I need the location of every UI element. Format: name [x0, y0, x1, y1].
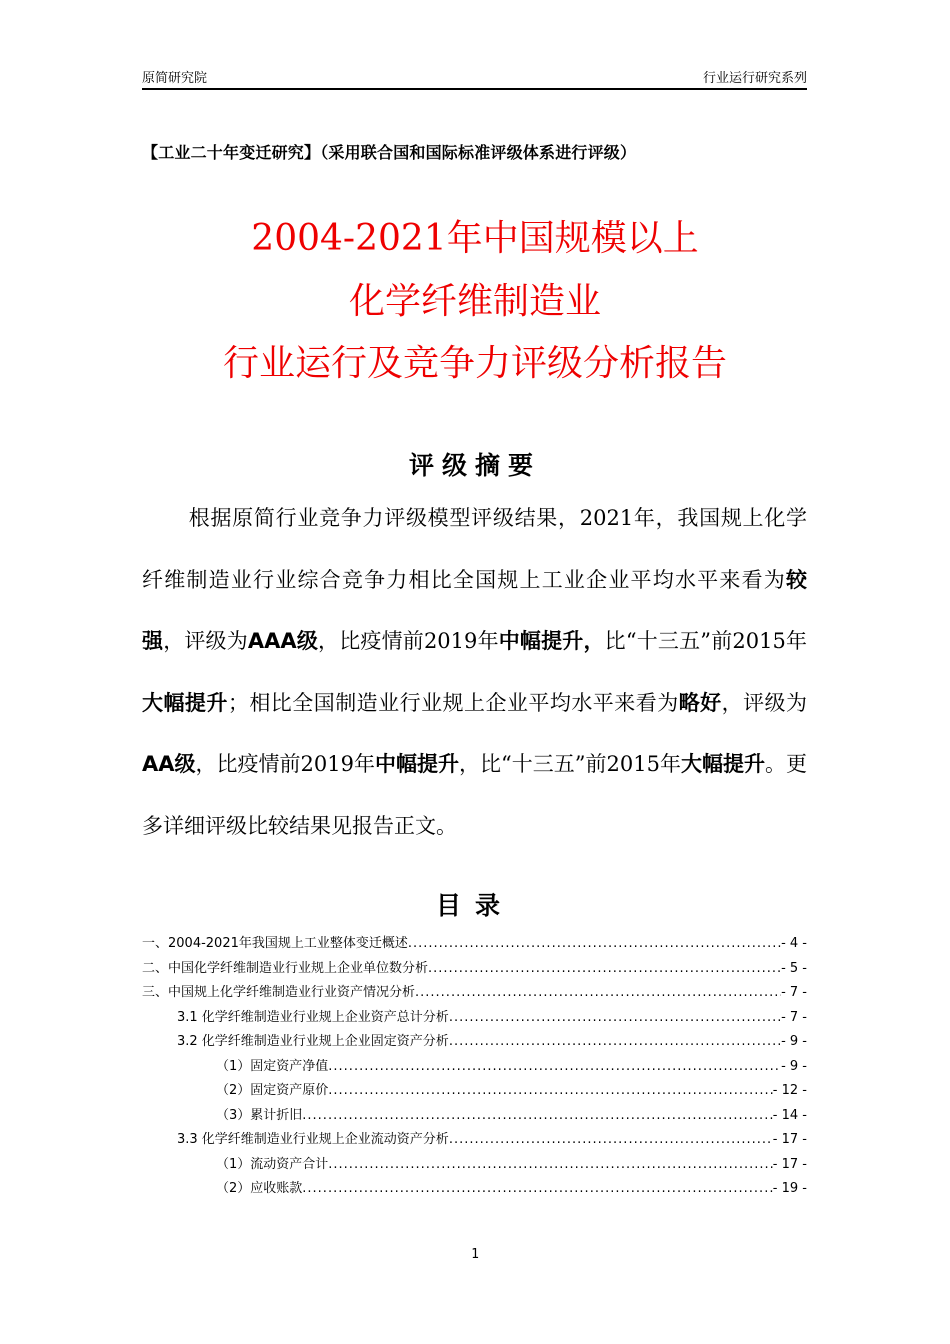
toc-item-label: （3）累计折旧	[216, 1107, 303, 1123]
toc-item[interactable]	[142, 1104, 807, 1129]
toc-item-page: - 17 -	[772, 1156, 807, 1172]
summary-segment: ，评级为	[721, 690, 808, 715]
header-series: 行业运行研究系列	[702, 71, 807, 86]
toc-leader-dots	[302, 1177, 773, 1202]
summary-segment: ；相比全国制造业行业规上企业平均水平来看为	[227, 690, 679, 715]
toc-item-label: 3.3 化学纤维制造业行业规上企业流动资产分析	[177, 1132, 449, 1147]
report-title-line-3: 行业运行及竞争力评级分析报告	[222, 343, 727, 384]
summary-paragraph	[142, 488, 807, 857]
toc-item[interactable]	[142, 1177, 807, 1202]
toc-item-page: - 9 -	[781, 1058, 807, 1074]
toc-item-page: - 19 -	[772, 1181, 807, 1196]
toc-item-label: （2）固定资产原价	[216, 1083, 329, 1098]
summary-emphasis: 较强	[142, 567, 807, 653]
toc-leader-dots	[328, 1153, 773, 1178]
header-publisher: 原简研究院	[142, 71, 208, 86]
toc-item-label: （1）固定资产净值	[216, 1058, 329, 1074]
report-title-line-2: 化学纤维制造业	[348, 281, 601, 322]
toc-item-page: - 14 -	[772, 1107, 807, 1123]
summary-emphasis: AAA级	[247, 629, 319, 653]
toc-leader-dots	[328, 1055, 781, 1080]
toc-item-label: 三、中国规上化学纤维制造业行业资产情况分析	[142, 985, 416, 1000]
toc-item-page: - 7 -	[781, 1009, 807, 1025]
summary-emphasis: 中幅提升，	[498, 629, 605, 653]
toc-leader-dots	[415, 981, 781, 1006]
summary-segment: 根据原简行业竞争力评级模型评级结果，2021年，我国规上化学纤维制造业行业综合竞争力相比全国规上工业企业平均水平来看为	[142, 506, 807, 592]
toc-item[interactable]	[142, 1079, 807, 1104]
toc-leader-dots	[449, 1128, 773, 1153]
table-of-contents	[142, 932, 807, 1202]
toc-item-page: - 7 -	[781, 985, 807, 1000]
toc-item[interactable]	[142, 957, 807, 982]
summary-segment: 比“十三五”前2015年	[604, 629, 808, 653]
summary-segment: ，比疫情前2019年	[318, 629, 499, 653]
toc-item-label: 一、2004-2021年我国规上工业整体变迁概述	[142, 936, 408, 951]
page-number: 1	[471, 1247, 479, 1262]
summary-heading: 评级摘要	[408, 451, 541, 480]
toc-item[interactable]	[142, 932, 807, 957]
page-header	[142, 66, 807, 90]
toc-item[interactable]	[142, 981, 807, 1006]
toc-item[interactable]	[142, 1055, 807, 1080]
toc-leader-dots	[328, 1079, 773, 1104]
summary-emphasis: 中幅提升	[375, 752, 460, 776]
summary-segment: ，评级为	[163, 629, 248, 653]
toc-leader-dots	[428, 957, 781, 982]
report-title-line-1: 2004-2021年中国规模以上	[251, 218, 699, 259]
summary-emphasis: 略好	[678, 690, 722, 715]
summary-emphasis: 大幅提升	[142, 690, 228, 715]
toc-item[interactable]	[142, 1030, 807, 1055]
summary-segment: ，比“十三五”前2015年	[459, 752, 681, 776]
toc-item-page: - 9 -	[781, 1034, 807, 1049]
toc-leader-dots	[408, 932, 781, 957]
summary-emphasis: AA级	[142, 752, 196, 776]
toc-item-label: 二、中国化学纤维制造业行业规上企业单位数分析	[142, 960, 429, 976]
toc-leader-dots	[449, 1030, 781, 1055]
toc-leader-dots	[302, 1104, 773, 1129]
summary-emphasis: 大幅提升	[680, 752, 765, 776]
series-line: 【工业二十年变迁研究】（采用联合国和国际标准评级体系进行评级）	[142, 143, 637, 162]
toc-heading: 目录	[435, 891, 514, 920]
toc-item-label: （1）流动资产合计	[216, 1156, 329, 1172]
toc-item-label: （2）应收账款	[216, 1181, 303, 1196]
toc-item[interactable]	[142, 1006, 807, 1031]
toc-leader-dots	[449, 1006, 781, 1031]
toc-item-label: 3.2 化学纤维制造业行业规上企业固定资产分析	[177, 1034, 449, 1049]
toc-item[interactable]	[142, 1128, 807, 1153]
toc-item-page: - 17 -	[772, 1132, 807, 1147]
toc-item-page: - 5 -	[781, 960, 807, 976]
toc-item-page: - 12 -	[772, 1083, 807, 1098]
summary-segment: ，比疫情前2019年	[195, 752, 375, 776]
toc-item[interactable]	[142, 1153, 807, 1178]
summary-segment: 。更多详细评级比较结果见报告正文。	[142, 752, 808, 838]
toc-item-page: - 4 -	[781, 936, 807, 951]
toc-item-label: 3.1 化学纤维制造业行业规上企业资产总计分析	[177, 1009, 449, 1025]
